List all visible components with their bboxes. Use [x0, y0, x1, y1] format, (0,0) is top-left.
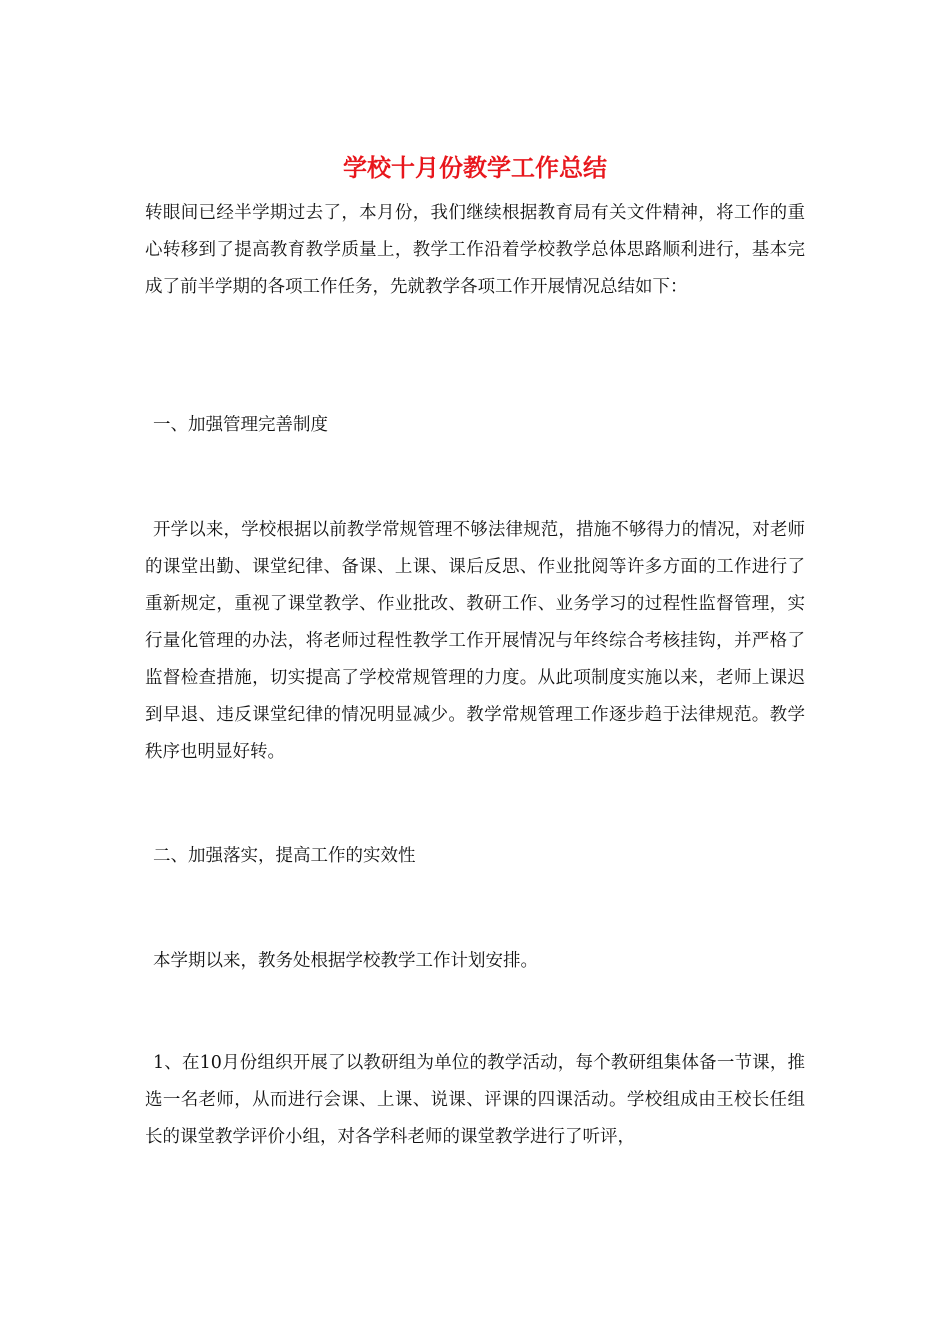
section1-heading: 一、加强管理完善制度: [153, 415, 328, 435]
section1-body: 开学以来，学校根据以前教学常规管理不够法律规范，措施不够得力的情况，对老师的课堂出勤、课堂纪律、备课、上课、课后反思、作业批阅等许多方面的工作进行了重新规定，重视了课堂教学、作业批改、教研工作、业务学习的过程性监督管理，实行量化管理的办法，将老师过程性教学工作开展情况与年终综合考核挂钩，并严格了监督检查措施，切实提高了学校常规管理的力度。从此项制度实施以来，老师上课迟到早退、违反课堂纪律的情况明显减少。教学常规管理工作逐步趋于法律规范。教学秩序也明显好转。: [145, 520, 805, 762]
section2-heading: 二、加强落实，提高工作的实效性: [153, 846, 416, 866]
section2-intro: 本学期以来，教务处根据学校教学工作计划安排。: [153, 951, 538, 971]
document-title: 学校十月份教学工作总结: [343, 154, 607, 182]
section2-item1: 1、在10月份组织开展了以教研组为单位的教学活动，每个教研组集体备一节课，推选一名老师，从而进行会课、上课、说课、评课的四课活动。学校组成由王校长任组长的课堂教学评价小组，对各学科老师的课堂教学进行了听评，: [145, 1053, 805, 1147]
intro-paragraph: 转眼间已经半学期过去了，本月份，我们继续根据教育局有关文件精神，将工作的重心转移到了提高教育教学质量上，教学工作沿着学校教学总体思路顺利进行，基本完成了前半学期的各项工作任务，先就教学各项工作开展情况总结如下：: [145, 203, 805, 297]
